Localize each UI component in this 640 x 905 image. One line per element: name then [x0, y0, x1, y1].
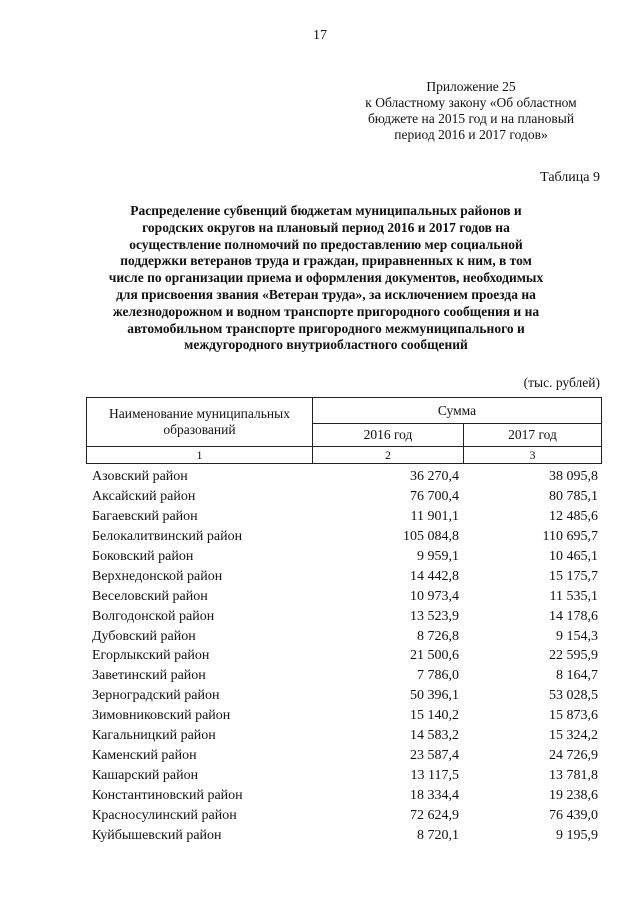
units-label: (тыс. рублей): [523, 375, 600, 390]
appendix-line-1: Приложение 25: [426, 79, 516, 94]
row-2016-cell: 21 500,6: [410, 648, 459, 664]
table-row: [86, 467, 601, 487]
document-title: [90, 203, 562, 354]
row-name-cell: Волгодонской район: [92, 608, 215, 624]
header-col-number-1: 1: [87, 447, 313, 464]
header-year-2016: 2016 год: [313, 424, 464, 447]
header-col-number-2: 2: [313, 447, 464, 464]
table-body: [86, 467, 601, 846]
row-name-cell: Куйбышевский район: [92, 827, 222, 843]
row-name-cell: Константиновский район: [92, 788, 243, 803]
title-line: железнодорожном и водном транспорте пригородного сообщения и на: [112, 303, 540, 319]
header-sum-cell: Сумма: [313, 398, 602, 424]
row-2017-cell: 15 175,7: [549, 568, 598, 584]
row-name-cell: Заветинский район: [92, 668, 206, 684]
title-line: поддержки ветеранов труда и граждан, приравненных к ним, в том: [120, 253, 532, 269]
header-year-2017: 2017 год: [464, 424, 602, 447]
table-row: [86, 527, 601, 547]
header-name-cell: [87, 398, 313, 447]
table-row: [86, 587, 601, 607]
table-row: [86, 487, 601, 507]
table-row: [86, 607, 601, 627]
row-2017-cell: 110 695,7: [542, 528, 598, 544]
row-2016-cell: 23 587,4: [410, 748, 459, 764]
appendix-reference: [340, 79, 602, 143]
row-2017-cell: 9 195,9: [556, 827, 598, 843]
table-number: Таблица 9: [540, 170, 600, 185]
row-name-cell: Багаевский район: [92, 508, 198, 524]
row-name-cell: Кагальницкий район: [92, 728, 216, 744]
table-row: [86, 666, 601, 686]
table-row: [86, 686, 601, 706]
row-2017-cell: 8 164,7: [556, 668, 598, 684]
row-name-cell: Верхнедонской район: [92, 568, 223, 584]
row-2016-cell: 15 140,2: [410, 708, 459, 724]
row-2017-cell: 13 781,8: [549, 768, 598, 784]
row-name-cell: Аксайский район: [92, 488, 196, 504]
row-name-cell: Боковский район: [92, 548, 194, 564]
appendix-line-2: к Областному закону «Об областном: [365, 95, 577, 110]
title-line: городских округов на плановый период 2016 и 2017 годов на: [142, 219, 510, 235]
row-2016-cell: 8 726,8: [417, 628, 459, 644]
row-name-cell: Белокалитвинский район: [92, 528, 243, 544]
row-2017-cell: 9 154,3: [556, 628, 598, 644]
table-row: [86, 786, 601, 806]
row-name-cell: Веселовский район: [92, 588, 208, 604]
row-name-cell: Каменский район: [92, 748, 197, 764]
header-name-line-2: образований: [163, 422, 236, 437]
row-2017-cell: 15 324,2: [549, 728, 598, 744]
row-name-cell: Красносулинский район: [92, 807, 237, 823]
title-line: автомобильном транспорте пригородного межмуниципального и: [127, 320, 525, 336]
header-col-number-3: 3: [464, 447, 602, 464]
table-row: [86, 766, 601, 786]
table-row: [86, 746, 601, 766]
row-2017-cell: 80 785,1: [549, 488, 598, 504]
title-line: осуществление полномочий по предоставлению мер социальной: [129, 236, 523, 252]
row-2017-cell: 38 095,8: [549, 469, 598, 484]
row-2016-cell: 13 117,5: [410, 768, 459, 784]
row-2016-cell: 13 523,9: [410, 608, 459, 624]
header-name-line-1: Наименование муниципальных: [109, 406, 290, 421]
table-row: [86, 826, 601, 846]
row-2017-cell: 24 726,9: [549, 748, 598, 764]
appendix-line-4: период 2016 и 2017 годов»: [394, 127, 548, 142]
row-2017-cell: 14 178,6: [549, 608, 598, 624]
title-line: для присвоения звания «Ветеран труда», за исключением проезда на: [116, 286, 536, 302]
row-2016-cell: 9 959,1: [417, 548, 459, 564]
row-2017-cell: 10 465,1: [549, 548, 598, 564]
table-row: [86, 547, 601, 567]
row-name-cell: Дубовский район: [92, 628, 196, 644]
table-row: [86, 507, 601, 527]
row-2016-cell: 105 084,8: [403, 528, 459, 544]
row-name-cell: Егорлыкский район: [92, 648, 210, 664]
title-line: Распределение субвенций бюджетам муниципальных районов и: [130, 203, 522, 218]
table-row: [86, 627, 601, 647]
row-2016-cell: 14 583,2: [410, 728, 459, 744]
row-2016-cell: 76 700,4: [410, 488, 459, 504]
row-2017-cell: 12 485,6: [549, 508, 598, 524]
table-row: [86, 567, 601, 587]
row-2016-cell: 14 442,8: [410, 568, 459, 584]
row-2016-cell: 8 720,1: [417, 827, 459, 843]
row-name-cell: Зерноградский район: [92, 688, 220, 704]
row-2017-cell: 53 028,5: [549, 688, 598, 704]
title-line: междугородного внутриобластного сообщений: [184, 337, 468, 353]
row-2016-cell: 11 901,1: [410, 508, 459, 524]
table-row: [86, 726, 601, 746]
row-2016-cell: 50 396,1: [410, 688, 459, 704]
row-2016-cell: 7 786,0: [417, 668, 459, 684]
row-2017-cell: 15 873,6: [549, 708, 598, 724]
table-row: [86, 706, 601, 726]
row-2017-cell: 11 535,1: [549, 588, 598, 604]
table-row: [86, 646, 601, 666]
title-line: числе по организации приема и оформления документов, необходимых: [108, 270, 544, 286]
row-2017-cell: 22 595,9: [549, 648, 598, 664]
appendix-line-3: бюджете на 2015 год и на плановый: [367, 111, 575, 126]
row-name-cell: Азовский район: [92, 469, 188, 484]
row-name-cell: Зимовниковский район: [92, 708, 231, 724]
table-row: [86, 806, 601, 826]
row-2016-cell: 18 334,4: [410, 788, 459, 803]
row-2017-cell: 19 238,6: [549, 788, 598, 803]
table-header: [86, 397, 602, 464]
row-name-cell: Кашарский район: [92, 768, 199, 784]
row-2016-cell: 36 270,4: [410, 469, 459, 484]
row-2017-cell: 76 439,0: [549, 807, 598, 823]
row-2016-cell: 10 973,4: [410, 588, 459, 604]
page-number: 17: [313, 28, 327, 43]
row-2016-cell: 72 624,9: [410, 807, 459, 823]
